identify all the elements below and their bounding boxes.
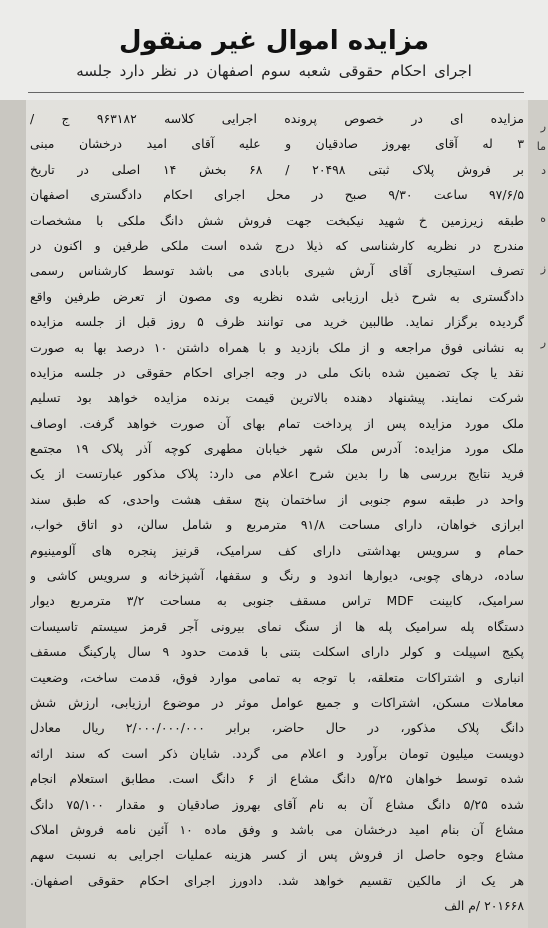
body-line: دویست میلیون تومان برآورد و اعلام می گردد. شایان ذکر است که سند ارائه [30,745,524,761]
body-line: نقد یا چک تضمین شده بانک ملی در وجه اجرای احکام حقوقی در جلسه مزایده [30,364,524,380]
body-line: بر فروش پلاک ثبتی ۲۰۴۹۸ / ۶۸ بخش ۱۴ اصلی در تاریخ [30,161,524,177]
adjacent-column-fragment: ز [540,262,546,275]
adjacent-column-fragment: د [541,164,546,177]
right-margin-strip [528,100,548,928]
body-line: هر یک از مالکین تقسیم خواهد شد. دادورز اجرای احکام حقوقی اصفهان. [30,872,524,888]
body-line: ابرازی خواهان، دارای مساحت ۹۱/۸ مترمربع و شامل سالن، دو اتاق خواب، [30,517,524,533]
body-line: مشاع وجوه حاصل از فروش پس از کسر هزینه عملیات اجرایی به نسبت سهم [30,847,524,863]
body-line: دستگاه پله سرامیک پله ها از سنگ نمای بیرونی آجر قرمز سیستم تاسیسات [30,618,524,634]
body-line: حمام و سرویس بهداشتی دارای کف سرامیک، قرنیز پنجره های آلومینیوم [30,542,524,558]
notice-header [0,0,548,100]
body-line: شرکت نمایند. پیشنهاد دهنده بالاترین قیمت برنده مزایده خواهد بود تسلیم [30,390,524,406]
body-line: دادگستری به شرح ذیل ارزیابی شده نظریه وی مصون از تعرض طرفین واقع [30,288,524,304]
body-line: به نشانی فوق مراجعه و از ملک بازدید و با همراه داشتن ۱۰ درصد بها به صورت [30,339,524,355]
body-line: انباری و اشتراکات متعلقه، با توجه به تمامی موارد فوق، قدمت ساخت، وضعیت [30,669,524,685]
body-line: واحد در طبقه سوم جنوبی از ساختمان پنج سقف هشت واحدی، که طبق سند [30,491,524,507]
body-line: طبقه زیرزمین خ شهید نیکبخت جهت فروش شش دانگ ملکی با مشخصات [30,212,524,228]
body-line: ۹۷/۶/۵ ساعت ۹/۳۰ صبح در محل اجرای احکام دادگستری اصفهان [30,187,524,203]
body-line: ساده، درهای چوبی، دیوارها اندود و رنگ و سقفها، آشپزخانه و سرویس کاشی و [30,568,524,584]
body-line: مشاع آن بنام امید درخشان می باشد و وفق ماده ۱۰ آئین نامه فروش املاک [30,821,524,837]
body-line: مزایده ای در خصوص پرونده اجرایی کلاسه ۹۶۳۱۸۲ ج / [30,111,524,126]
body-line: شده توسط خواهان ۵/۲۵ دانگ مشاع از ۶ دانگ است. مطابق استعلام انجام [30,771,524,787]
notice-subtitle: اجرای احکام حقوقی شعبه سوم اصفهان در نظر دارد جلسه [76,62,472,80]
adjacent-column-fragment: ر [540,336,546,349]
left-margin-strip [0,100,26,928]
adjacent-column-fragment: ه [540,212,546,225]
body-line: پکیج اسپیلت و کولر دارای اسکلت بتنی با قدمت حدود ۹ سال پارکینگ مسقف [30,644,524,660]
adjacent-column-fragment: ما [536,140,546,153]
body-line: دانگ پلاک مذکور، در حال حاضر، برابر ۲/۰۰۰/۰۰۰/۰۰۰ ریال معادل [30,720,524,736]
body-line: تصرف استیجاری آقای آرش شیری بابادی می باشد توسط کارشناس رسمی [30,263,524,279]
body-line: ۳ له آقای بهروز صادقیان و علیه آقای امید درخشان مبنی [30,136,524,152]
body-line: فرید نتایج بررسی ها را بدین شرح اعلام می دارد: پلاک مذکور عبارتست از یک [30,466,524,482]
notice-reference-number: ۲۰۱۶۶۸ /م الف [444,898,524,914]
body-line: معاملات مسکن، اشتراکات و جمیع عوامل موثر در موضوع ارزیابی، ارزش شش [30,694,524,710]
body-line: ملک مورد مزایده: آدرس ملک شهر خیابان مطهری کوچه آذر پلاک ۱۹ مجتمع [30,441,524,457]
body-line: سرامیک، کابینت MDF تراس مسقف جنوبی به مساحت ۳/۲ مترمربع دیوار [30,593,524,609]
body-line: مندرج در نظریه کارشناسی که ذیلا درج شده است ملکی طرفین و اکنون در [30,237,524,253]
body-line: گردیده برگزار نماید. طالبین خرید می توانند ظرف ۵ روز قبل از جلسه مزایده [30,314,524,330]
body-line: شده ۵/۲۵ دانگ مشاع آن به نام آقای بهروز صادقیان و مقدار ۷۵/۱۰۰ دانگ [30,796,524,812]
notice-title: مزایده اموال غیر منقول [118,26,430,56]
adjacent-column-fragment: ر [540,120,546,133]
body-line: ملک مورد مزایده پس از پرداخت تمام بهای آن صورت خواهد گرفت. اوصاف [30,415,524,431]
notice-body [30,106,524,919]
header-divider [28,92,524,93]
